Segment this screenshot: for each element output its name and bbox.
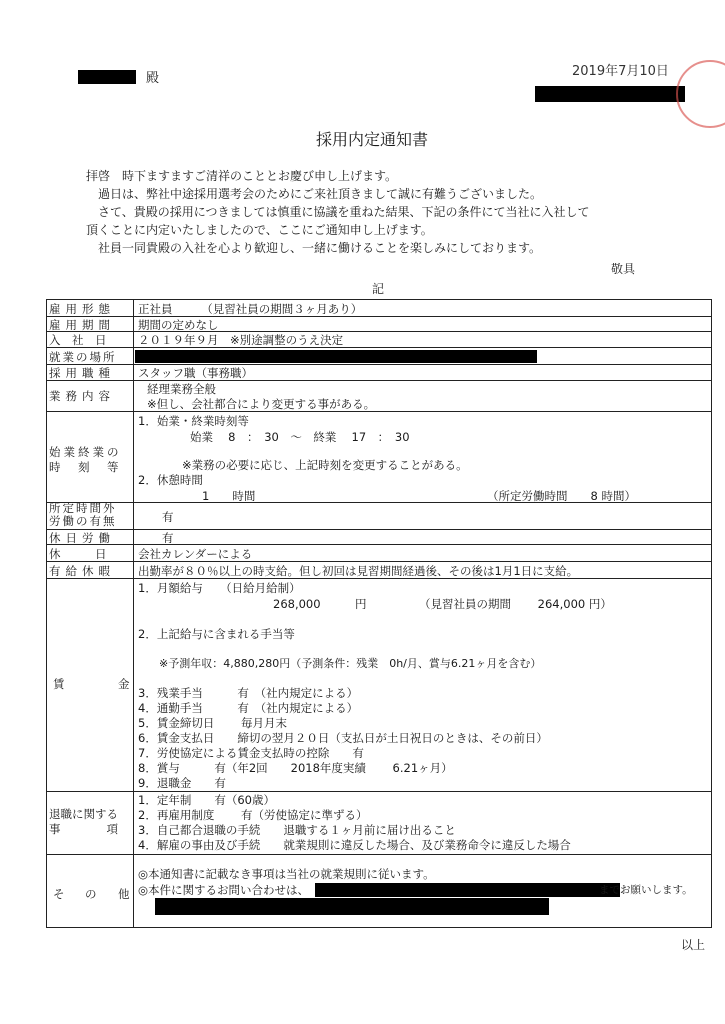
label-employment-type: 雇用形態	[49, 302, 115, 316]
conditions-table	[46, 299, 712, 928]
hours-line-2: 始業 8 ： 30 ～ 終業 17 ： 30	[190, 430, 410, 444]
retirement-line-3: 3．自己都合退職の手続 退職する１ヶ月前に届け出ること	[138, 823, 456, 837]
retirement-line-2: 2．再雇用制度 有（労使協定に準ずる）	[138, 808, 368, 822]
letter-line-5: 社員一同貴殿の入社を心より歓迎し、一緒に働けることを楽しみにしております。	[98, 241, 542, 255]
label-other-mid: の	[85, 887, 97, 901]
label-overtime-1: 所定時間外	[49, 501, 117, 515]
value-employment-period: 期間の定めなし	[138, 318, 219, 332]
closing-ijou: 以上	[681, 938, 706, 952]
value-employment-type: 正社員 （見習社員の期間３ヶ月あり）	[138, 302, 363, 316]
wages-line-9: 7．労使協定による賃金支払時の控除 有	[138, 746, 364, 760]
value-paid-leave: 出勤率が８０％以上の時支給。但し初回は見習期間経過後、その後は1月1日に支給。	[138, 564, 579, 578]
label-duties: 業務内容	[49, 389, 115, 403]
document-title: 採用内定通知書	[316, 130, 429, 149]
label-job-type: 採用職種	[49, 366, 115, 380]
retirement-line-4: 4．解雇の事由及び手続 就業規則に違反した場合、及び業務命令に違反した場合	[138, 838, 571, 852]
value-job-type: スタッフ職（事務職）	[138, 366, 253, 380]
hours-line-4: 2．休憩時間	[138, 473, 203, 487]
redacted-company-name	[535, 86, 685, 102]
label-overtime-2: 労働の有無	[49, 514, 117, 528]
label-working-hours-1: 始業終業の	[49, 445, 122, 459]
ki-marker: 記	[372, 282, 385, 296]
label-employment-period: 雇用期間	[49, 318, 115, 332]
label-paid-leave: 有給休暇	[49, 564, 115, 578]
label-workplace: 就業の場所	[49, 350, 117, 364]
redacted-workplace	[135, 350, 537, 363]
other-line-1: ◎本通知書に記載なき事項は当社の就業規則に従います。	[138, 867, 435, 881]
row-divider	[47, 544, 711, 545]
hours-line-1: 1．始業・終業時刻等	[138, 414, 249, 428]
row-divider	[47, 529, 711, 530]
label-holidays: 休 日	[49, 547, 107, 561]
label-wages-right: 金	[118, 677, 130, 691]
label-other-right: 他	[118, 887, 130, 901]
value-duties-line1: 経理業務全般	[147, 382, 216, 396]
wages-line-7: 5．賃金締切日 毎月月末	[138, 716, 287, 730]
wages-line-6: 4．通勤手当 有 （社内規定による）	[138, 701, 359, 715]
value-holidays: 会社カレンダーによる	[138, 547, 253, 561]
letter-line-1: 拝啓 時下ますますご清祥のこととお慶び申し上げます。	[86, 169, 398, 183]
wages-line-4: ※予測年収：4,880,280円（予測条件：残業 0h/月、賞与6.21ヶ月を含む）	[159, 657, 542, 670]
label-retirement-1: 退職に関する	[49, 807, 118, 821]
wages-line-2a: 268,000 円	[273, 597, 367, 611]
hours-line-6: （所定労働時間 8 時間）	[487, 489, 636, 503]
redacted-addressee	[78, 70, 136, 84]
value-duties-line2: ※但し、会社都合により変更する事がある。	[147, 397, 376, 411]
retirement-line-1: 1．定年制 有（60歳）	[138, 793, 275, 807]
wages-line-1: 1．月額給与 （日給月給制）	[138, 581, 301, 595]
wages-line-2b: （見習社員の期間 264,000 円）	[419, 597, 612, 611]
label-retirement-2: 事 項	[49, 822, 118, 836]
issue-date: 2019年7月10日	[572, 64, 669, 79]
redacted-contact-info	[315, 883, 620, 897]
row-divider	[47, 854, 711, 855]
wages-line-3: 2．上記給与に含まれる手当等	[138, 627, 295, 641]
label-working-hours-2: 時 刻 等	[49, 460, 122, 474]
addressee-suffix: 殿	[146, 71, 160, 86]
label-wages-left: 賃	[53, 677, 65, 691]
other-line-2b: までお願いします。	[599, 884, 693, 896]
label-other-left: そ	[53, 887, 65, 901]
wages-line-10: 8．賞与 有（年2回 2018年度実績 6.21ヶ月）	[138, 761, 453, 775]
wages-line-5: 3．残業手当 有 （社内規定による）	[138, 686, 359, 700]
value-holiday-work: 有	[162, 531, 174, 545]
letter-line-4: 頂くことに内定いたしましたので、ここにご通知申し上げます。	[86, 223, 433, 237]
other-line-2a: ◎本件に関するお問い合わせは、	[138, 883, 310, 897]
label-join-date: 入 社 日	[49, 333, 107, 347]
wages-line-8: 6．賃金支払日 締切の翌月２０日（支払日が土日祝日のときは、その前日）	[138, 731, 548, 745]
label-holiday-work: 休日労働	[49, 531, 115, 545]
redacted-contact-details	[155, 898, 549, 915]
hours-line-5: 1 時間	[202, 489, 256, 503]
letter-line-3: さて、貴殿の採用につきましては慎重に協議を重ねた結果、下記の条件にて当社に入社して	[98, 205, 590, 219]
value-join-date: ２０１９年９月 ※別途調整のうえ決定	[138, 333, 344, 347]
hours-line-3: ※業務の必要に応じ、上記時刻を変更することがある。	[182, 458, 468, 472]
letter-line-2: 過日は、弊社中途採用選考会のためにご来社頂きまして誠に有難うございました。	[98, 187, 543, 201]
closing-keigu: 敬具	[611, 262, 636, 276]
value-overtime: 有	[162, 510, 174, 524]
company-seal-stamp	[676, 60, 725, 128]
wages-line-11: 9．退職金 有	[138, 776, 226, 790]
